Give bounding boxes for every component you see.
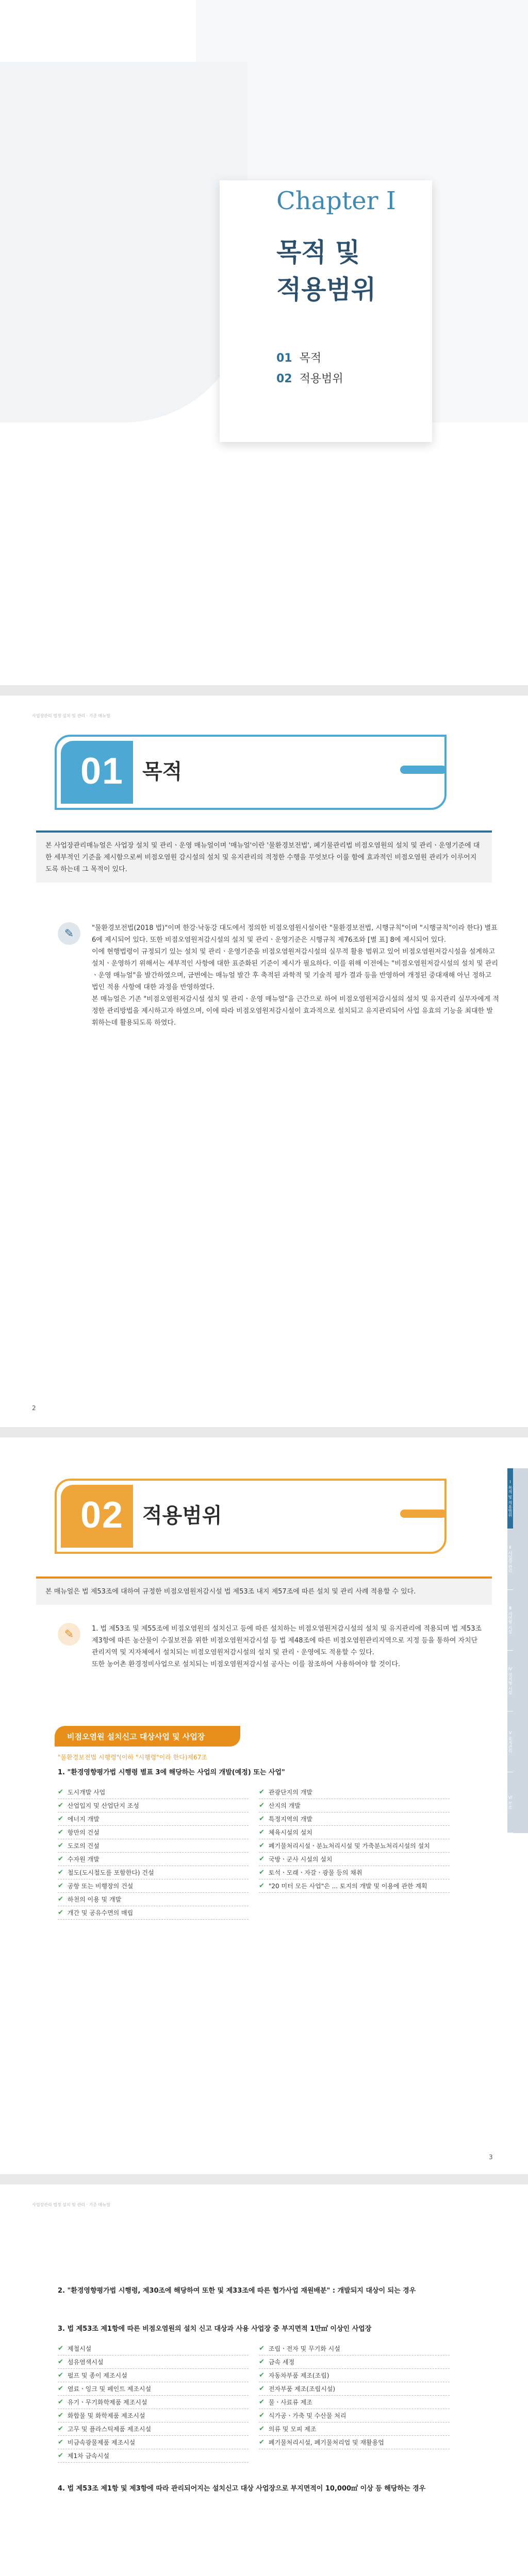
side-tab[interactable]: Ⅴ 유지관리	[507, 1711, 513, 1772]
check-icon: ✔	[259, 2425, 265, 2433]
decorative-background	[0, 62, 248, 422]
purpose-page	[0, 696, 528, 1427]
check-icon: ✔	[58, 2451, 63, 2460]
checklist-item: ✔ 산지의 개발	[259, 1799, 450, 1812]
decorative-bar	[400, 1510, 447, 1518]
check-icon: ✔	[259, 2384, 265, 2393]
check-icon: ✔	[259, 1801, 265, 1809]
section-header	[55, 735, 447, 810]
box-title: 비점오염원 설치신고 대상사업 및 사업장	[55, 1726, 240, 1747]
checklist-item: ✔ 국방ㆍ군사 시설의 설치	[259, 1853, 450, 1866]
check-icon: ✔	[58, 2344, 63, 2352]
checklist-item: ✔ 관광단지의 개발	[259, 1786, 450, 1799]
check-icon: ✔	[259, 1815, 265, 1823]
check-icon: ✔	[58, 1868, 63, 1876]
running-header: 사업장관리 법정 설치 및 관리 · 기준 매뉴얼	[32, 2202, 110, 2207]
checklist-grid	[58, 1786, 450, 1920]
checklist-item: ✔ 조립ㆍ전자 및 무기화 시설	[259, 2342, 450, 2355]
checklist-item: ✔ 물ㆍ사료류 제조	[259, 2396, 450, 2409]
check-icon: ✔	[58, 1788, 63, 1796]
side-tab[interactable]: Ⅲ 자연형 시설	[507, 1590, 513, 1651]
question-heading: 1. "환경영향평가법 시행령 별표 3에 해당하는 사업의 개발(예정) 또는 사업"	[58, 1769, 285, 1776]
check-icon: ✔	[259, 1841, 265, 1850]
info-icon: ✎	[58, 922, 80, 945]
checklist-item: ✔ 산업입지 및 산업단지 조성	[58, 1799, 249, 1812]
checklist-item: ✔ 공항 또는 비행장의 건설	[58, 1879, 249, 1893]
section-title: 적용범위	[142, 1504, 222, 1528]
checklist-item: ✔ "20 미터 모든 사업"은 ... 토지의 개발 및 이용에 관한 계획	[259, 1879, 450, 1893]
checklist-left-column	[58, 1786, 249, 1920]
checklist-item: ✔ 하천의 이용 및 개발	[58, 1893, 249, 1906]
checklist-item: ✔ 체육시설의 설치	[259, 1826, 450, 1839]
side-tab[interactable]: Ⅵ 부록	[507, 1772, 513, 1833]
body-paragraph: 1. 법 제53조 및 제55조에 비점오염원의 설치신고 등에 따른 설치하는 비점오염원저감시설의 설치 및 유지관리에 적용되며 법 제53조제3항에 따른 농산물이 수질보전을 위한 비점오염원저감시설 등 법 제48조에 따른 비점오염원관리지역으로 지정 등을 통하여 자치단 관리지역 및 지자체에서 설치되는 비점오염원저감시설의 설치 및 관리ㆍ운영에도 적용할 수 있다. 또한 농어촌 환경정비사업으로 설치되는 비점오염원저감시설 공사는 이를 참조하여 사용하여야 할 것이다.	[92, 1625, 482, 1668]
chapter-cover-page	[0, 0, 528, 685]
check-icon: ✔	[58, 2371, 63, 2379]
info-icon: ✎	[58, 1623, 80, 1646]
check-icon: ✔	[259, 1855, 265, 1863]
check-icon: ✔	[259, 1828, 265, 1836]
chapter-toc	[276, 348, 343, 389]
checklist-item: ✔ 금속 세정	[259, 2355, 450, 2369]
toc-item[interactable]: 01 목적	[276, 352, 322, 365]
check-icon: ✔	[259, 2344, 265, 2352]
decorative-bar	[400, 766, 447, 774]
checklist-item: ✔ 항만의 건설	[58, 1826, 249, 1839]
side-tab[interactable]: Ⅱ 사업장 관리	[507, 1529, 513, 1590]
running-header: 사업장관리 법정 설치 및 관리 · 기준 매뉴얼	[32, 714, 110, 718]
lead-box: 본 사업장관리매뉴얼은 사업장 설치 및 관리ㆍ운영 매뉴얼이며 '매뉴얼'이란 '물환경보전법', 폐기물관리법 비점오염원의 설치 및 관리ㆍ운영기준에 대한 세부적인 기준을 제시함으로써 비점오염원 감시설의 설치 및 유지관리의 적정한 수행을 무엇보다 이룰 함에 효과적인 비점오염원 관리가 이루어지도록 하는데 그 목적이 있다.	[36, 831, 492, 883]
checklist-item: ✔ 비금속광물제품 제조시설	[58, 2436, 249, 2449]
checklist-item: ✔ 자동차부품 제조(조립)	[259, 2369, 450, 2382]
checklist-grid	[58, 2342, 450, 2463]
checklist-item: ✔ 유기ㆍ무기화학제품 제조시설	[58, 2396, 249, 2409]
check-icon: ✔	[259, 1882, 265, 1890]
question-heading: 2. "환경영향평가법 시행령, 제30조에 해당하여 또한 및 제33조에 따른 협가사업 재원배분" : 개발되지 대상이 되는 경우	[58, 2287, 416, 2295]
check-icon: ✔	[259, 1868, 265, 1876]
checklist-item: ✔ 폐기물처리시설, 폐기물처리업 및 재활용업	[259, 2436, 450, 2449]
check-icon: ✔	[259, 2438, 265, 2446]
check-icon: ✔	[259, 2411, 265, 2419]
chapter-side-tabs	[507, 1468, 528, 1833]
side-tab[interactable]: Ⅰ 목적 및 적용범위	[507, 1468, 513, 1529]
checklist-item: ✔ 제1차 금속시설	[58, 2449, 249, 2463]
checklist-item: ✔ 수자원 개발	[58, 1853, 249, 1866]
checklist-item: ✔ 제철시설	[58, 2342, 249, 2355]
checklist-item: ✔ 토석ㆍ모래ㆍ자갈ㆍ광물 등의 채취	[259, 1866, 450, 1879]
check-icon: ✔	[259, 2358, 265, 2366]
checklist-item: ✔ 에너지 개발	[58, 1812, 249, 1826]
section-header	[55, 1479, 447, 1554]
chapter-card	[220, 180, 432, 442]
check-icon: ✔	[58, 1801, 63, 1809]
lead-box: 본 매뉴얼은 법 제53조에 대하여 규정한 비점오염원저감시설 법 제53조 내지 제57조에 따른 설치 및 관리 사례 적용할 수 있다.	[36, 1577, 492, 1605]
check-icon: ✔	[58, 1908, 63, 1917]
checklist-item: ✔ 도로의 건설	[58, 1839, 249, 1853]
checklist-item: ✔ 식가공ㆍ가축 및 수산물 처리	[259, 2409, 450, 2422]
checklist-item: ✔ 특정지역의 개발	[259, 1812, 450, 1826]
checklist-item: ✔ 고무 및 플라스틱제품 제조시설	[58, 2422, 249, 2436]
check-icon: ✔	[259, 2371, 265, 2379]
question-heading: 4. 법 제53조 제1항 및 제3항에 따라 관리되어지는 설치신고 대상 사업장으로 부지면적이 10,000㎡ 이상 등 해당하는 경우	[58, 2485, 426, 2493]
page-number: 2	[32, 1404, 36, 1412]
check-icon: ✔	[58, 1828, 63, 1836]
checklist-left-column	[58, 2342, 249, 2463]
checklist-item: ✔ 철도(도시철도를 포함한다) 건설	[58, 1866, 249, 1879]
checklist-item: ✔ 화합물 및 화학제품 제조시설	[58, 2409, 249, 2422]
check-icon: ✔	[58, 2398, 63, 2406]
body-paragraph: "물환경보전법(2018 법)"이며 한강·낙동강 대도에서 정의한 비점오염원시설이란 "물환경보전법, 시행규칙"이며 "시행규칙"이라 한다) 별표 6에 제시되어 있다. 또한 비점오염원저감시설의 설치 및 관리ㆍ운영기준은 시행규칙 제76조와 [별 표] 8에 제시되어 있다. 이에 현행법령이 규정되기 있는 설치 및 관리ㆍ운영기준을 비점오염원저감시설의 실무적 활용 범위고 있어 비점오염원저감시설을 설계하고 설치ㆍ운영하기 위해서는 세부적인 사항에 대한 표준화된 기준이 제시가 필요하다. 이를 위해 이전에는 "비점오염원저감시설의 설치 및 관리ㆍ운영 매뉴얼"을 발간하였으며, 금번에는 매뉴얼 발간 후 축적된 과학적 및 기술적 평가 결과 등을 반영하여 개정된 중대재해 아닌 정하고 법인 적용 사항에 대한 과정을 반영하였다. 본 매뉴얼은 기존 "비점오염원저감시설 설치 및 관리ㆍ운영 매뉴얼"을 근간으로 하여 비점오염원저감시설의 설치 및 유지관리 실무자에게 적정한 관리방법을 제시하고자 하였으며, 이에 따라 비점오염원저감시설이 효과적으로 설치되고 유지관리되어 사업 유효의 기능을 최대한 발휘하는데 활용되도록 하였다.	[92, 924, 499, 1027]
chapter-label: Chapter Ⅰ	[276, 187, 396, 215]
check-icon: ✔	[58, 1882, 63, 1890]
check-icon: ✔	[58, 2358, 63, 2366]
checklist-item: ✔ 도시개발 사업	[58, 1786, 249, 1799]
checklist-right-column	[259, 1786, 450, 1920]
checklist-item: ✔ 개간 및 공유수면의 매립	[58, 1906, 249, 1920]
box-subtitle: "물환경보전법 시행령"(이하 "시행령"이라 한다)제67조	[58, 1754, 207, 1761]
checklist-item: ✔ 폐기물처리시설ㆍ분뇨처리시설 및 가축분뇨처리시설의 설치	[259, 1839, 450, 1853]
toc-item[interactable]: 02 적용범위	[276, 372, 343, 385]
checklist-right-column	[259, 2342, 450, 2463]
checklist-item: ✔ 펄프 및 종이 제조시설	[58, 2369, 249, 2382]
side-tab[interactable]: Ⅳ 장치형 시설	[507, 1651, 513, 1711]
section-number: 02	[80, 1495, 124, 1536]
question-heading: 3. 법 제53조 제1항에 따른 비점오염원의 설치 신고 대상과 사용 사업장 중 부지면적 1만㎡ 이상인 사업장	[58, 2325, 372, 2333]
check-icon: ✔	[58, 2438, 63, 2446]
check-icon: ✔	[58, 2411, 63, 2419]
checklist-item: ✔ 섬유염색시설	[58, 2355, 249, 2369]
check-icon: ✔	[58, 2425, 63, 2433]
checklist-item: ✔ 염료ㆍ잉크 및 페인트 제조시설	[58, 2382, 249, 2396]
section-title: 목적	[142, 760, 183, 784]
check-icon: ✔	[58, 1815, 63, 1823]
chapter-title: 목적 및 적용범위	[276, 238, 376, 304]
check-icon: ✔	[259, 1788, 265, 1796]
check-icon: ✔	[58, 1855, 63, 1863]
check-icon: ✔	[58, 1841, 63, 1850]
checklist-item: ✔ 의류 및 모피 제조	[259, 2422, 450, 2436]
scope-page	[0, 1437, 528, 2174]
check-icon: ✔	[58, 1895, 63, 1903]
check-icon: ✔	[58, 2384, 63, 2393]
page-number: 3	[489, 2154, 493, 2161]
check-icon: ✔	[259, 2398, 265, 2406]
checklist-item: ✔ 전자부품 제조(조립시설)	[259, 2382, 450, 2396]
scope-continued-page	[0, 2184, 528, 2576]
section-number: 01	[80, 751, 124, 792]
